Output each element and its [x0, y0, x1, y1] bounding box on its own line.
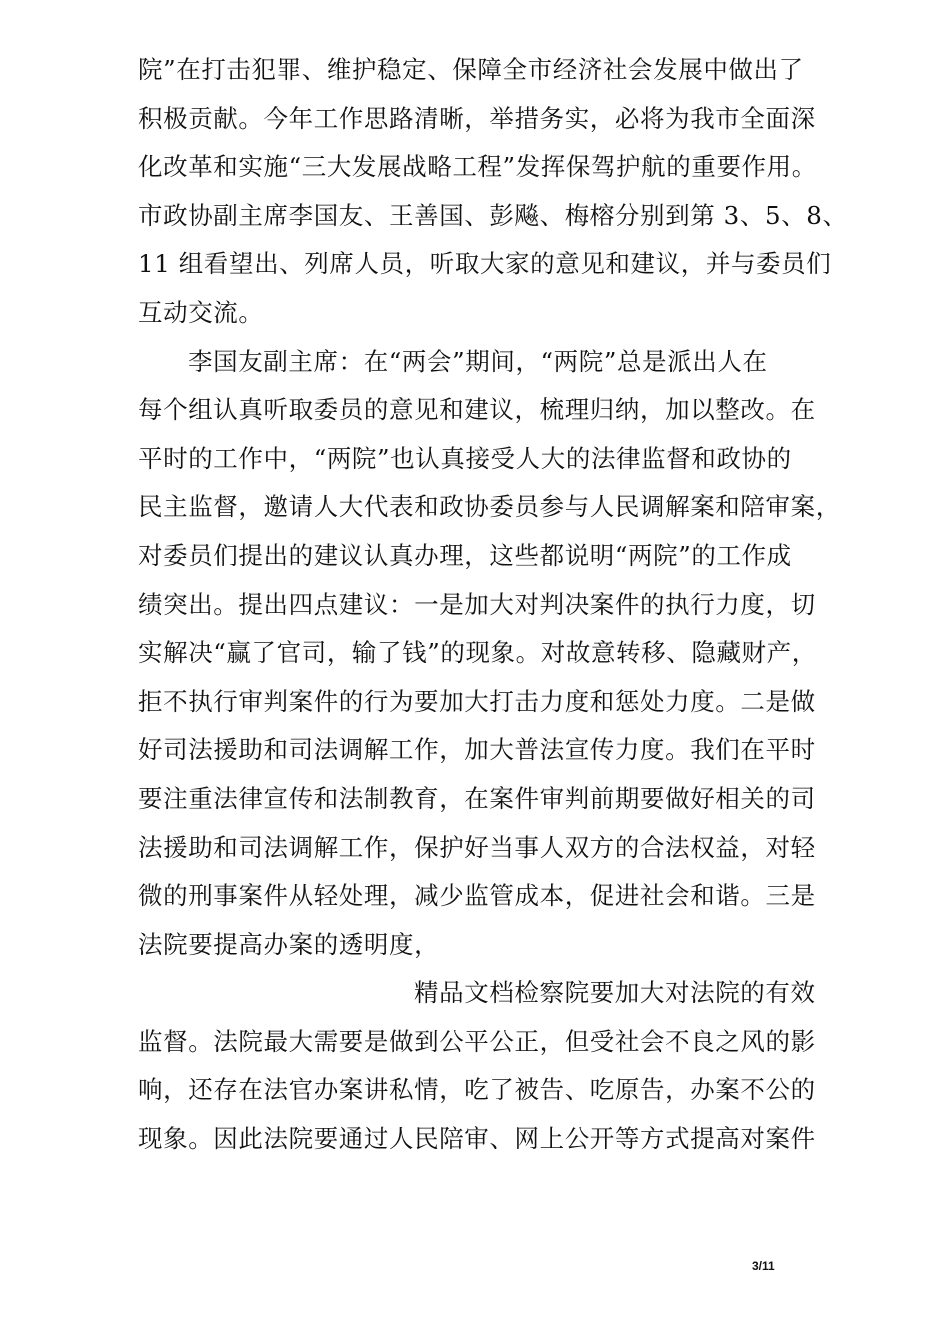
text-line: 化改革和实施“三大发展战略工程”发挥保驾护航的重要作用。 — [138, 152, 817, 182]
text-line: 积极贡献。今年工作思路清晰，举措务实，必将为我市全面深 — [138, 103, 816, 133]
text-line: 拒不执行审判案件的行为要加大打击力度和惩处力度。二是做 — [138, 686, 816, 716]
text-line: 每个组认真听取委员的意见和建议，梳理归纳，加以整改。在 — [138, 395, 816, 425]
text-line: 好司法援助和司法调解工作，加大普法宣传力度。我们在平时 — [138, 735, 816, 765]
page-number: 3/11 — [752, 1259, 775, 1273]
text-line: 响，还存在法官办案讲私情，吃了被告、吃原告，办案不公的 — [138, 1075, 816, 1105]
text-line: 对委员们提出的建议认真办理，这些都说明“两院”的工作成 — [138, 540, 792, 570]
text-line: 市政协副主席李国友、王善国、彭飚、梅榕分别到第 3、5、8、 — [138, 200, 848, 230]
text-line: 要注重法律宣传和法制教育，在案件审判前期要做好相关的司 — [138, 783, 816, 813]
text-line: 互动交流。 — [138, 297, 264, 327]
watermark-text-line: 精品文档检察院要加大对法院的有效 — [414, 978, 816, 1008]
text-line: 监督。法院最大需要是做到公平公正，但受社会不良之风的影 — [138, 1026, 816, 1056]
text-line: 微的刑事案件从轻处理，减少监管成本，促进社会和谐。三是 — [138, 881, 816, 911]
paragraph-start-line: 李国友副主席：在“两会”期间，“两院”总是派出人在 — [188, 346, 768, 376]
text-line: 法院要提高办案的透明度， — [138, 929, 440, 959]
text-line: 院”在打击犯罪、维护稳定、保障全市经济社会发展中做出了 — [138, 55, 804, 84]
text-line: 现象。因此法院要通过人民陪审、网上公开等方式提高对案件 — [138, 1124, 816, 1154]
text-line: 11 组看望出、列席人员，听取大家的意见和建议，并与委员们 — [138, 249, 832, 279]
text-line: 民主监督，邀请人大代表和政协委员参与人民调解案和陪审案， — [138, 492, 841, 522]
text-line: 绩突出。提出四点建议：一是加大对判决案件的执行力度，切 — [138, 589, 816, 619]
body-text — [138, 46, 848, 1164]
text-line: 实解决“赢了官司，输了钱”的现象。对故意转移、隐藏财产， — [138, 638, 817, 668]
text-line: 平时的工作中，“两院”也认真接受人大的法律监督和政协的 — [138, 443, 792, 473]
text-line: 法援助和司法调解工作，保护好当事人双方的合法权益，对轻 — [138, 832, 816, 862]
